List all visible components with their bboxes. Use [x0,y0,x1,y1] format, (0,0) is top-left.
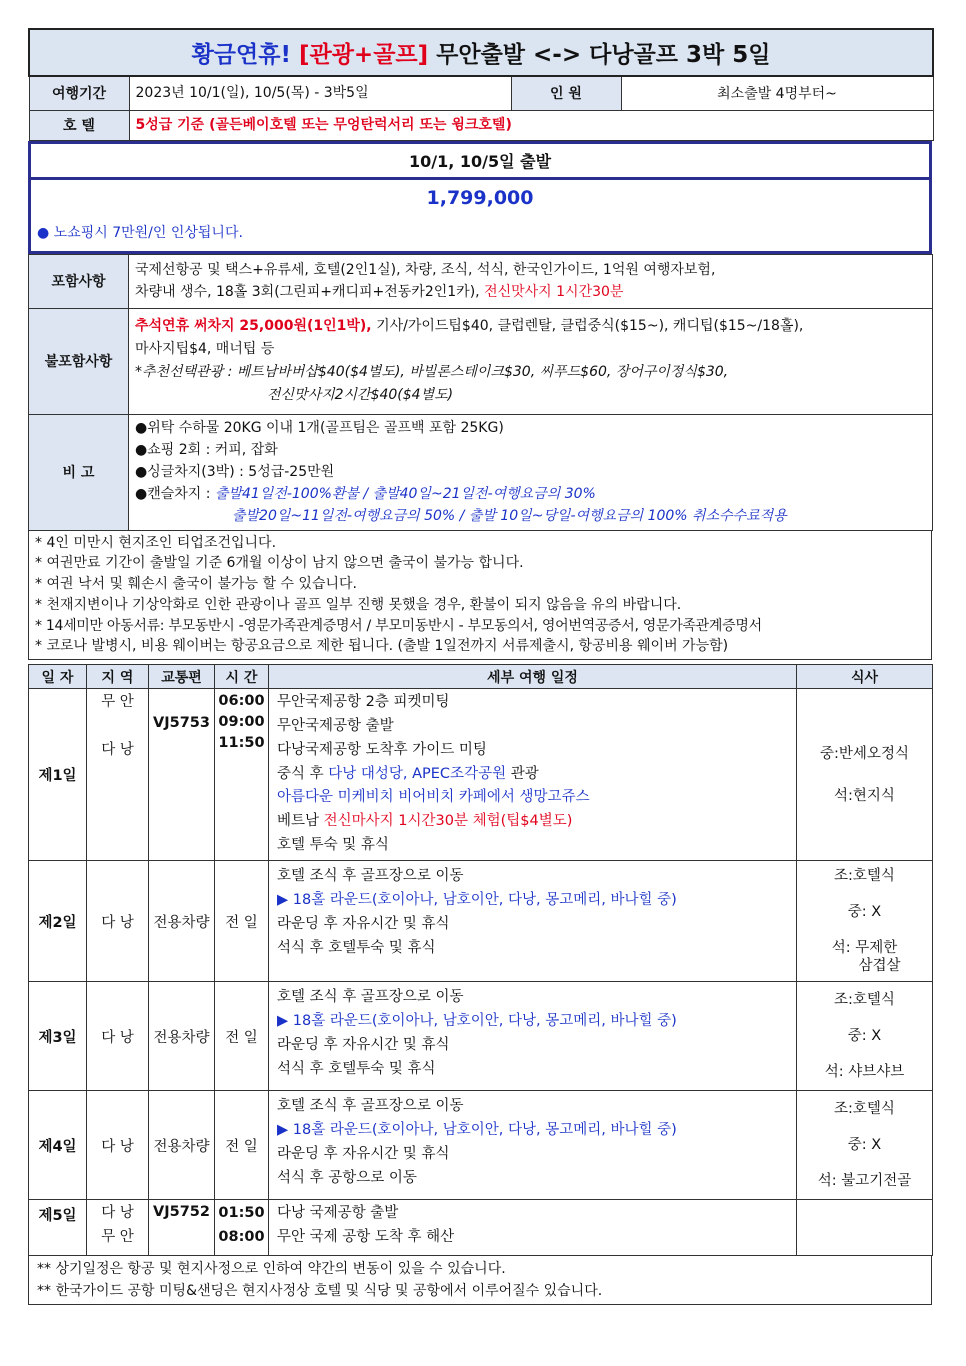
time: 01:50 [218,1205,265,1222]
detail-line: 다낭 국제공항 출발 [277,1205,399,1222]
detail-line: 무안국제공항 2층 피켓미팅 [277,694,450,711]
included-massage: 전신맛사지 1시간30분 [484,284,624,300]
remark-cancel-label: ●캔슬차지 : [135,486,215,502]
departure-box [28,141,932,254]
departure-date: 10/1, 10/5일 출발 [30,142,931,178]
transport: 전용차량 [149,861,215,982]
time: 전 일 [215,982,269,1091]
meal: 조:호텔식 [834,868,895,885]
departure-price: 1,799,000 [30,178,931,216]
col-day: 일 자 [29,665,87,689]
region: 다 낭 [87,982,149,1091]
remarks-label: 비 고 [29,414,129,530]
footer-note: ** 한국가이드 공항 미팅&샌딩은 현지사정상 호텔 및 식당 및 공항에서 이루어질수 있습니다. [37,1283,603,1300]
note-item: * 14세미만 아동서류: 부모동반시 -영문가족관계증명서 / 부모미동반시 - 부모동의서, 영어번역공증서, 영문가족관계증명서 [35,617,762,634]
optional-tours-cont: 전신맛사지2시간$40($4별도) [267,387,454,403]
region: 다 낭 [87,861,149,982]
flight-number: VJ5752 [149,1200,215,1256]
detail-line: 다낭국제공항 도착후 가이드 미팅 [277,741,487,758]
note-item: * 4인 미만시 현지조인 티업조건입니다. [35,534,277,551]
footer-note: ** 상기일정은 항공 및 현지사정으로 인하여 약간의 변동이 있을 수 있습니다. [37,1261,506,1278]
meal: 삼겹살 [858,958,901,975]
footer-notes [28,1256,932,1305]
detail-line: 라운딩 후 자유시간 및 휴식 [277,1145,450,1162]
period-label: 여행기간 [29,76,129,110]
day-label: 제1일 [29,689,87,861]
meal: 중:반세오정식 [820,745,909,762]
flight-number: VJ5753 [149,689,215,861]
region: 무 안 [101,1229,134,1246]
col-meal: 식사 [797,665,933,689]
time: 06:00 [218,693,265,710]
meal: 조:호텔식 [834,1101,895,1118]
remark-cancel-1: 출발41일전-100%환불 / 출발40일~21일전-여행요금의 30% [214,486,596,502]
transport: 전용차량 [149,982,215,1091]
meal: 중: X [847,904,882,921]
detail-line: 라운딩 후 자유시간 및 휴식 [277,915,450,932]
meal: 중: X [847,1028,882,1045]
day-label: 제2일 [29,861,87,982]
time: 전 일 [215,1091,269,1200]
day-label: 제4일 [29,1091,87,1200]
detail-line: 호텔 투숙 및 휴식 [277,837,389,854]
detail-highlight: 18홀 라운드(호이아나, 남호이안, 다낭, 몽고메리, 바나힐 중) [292,1013,677,1030]
title-part1: 황금연휴! [191,42,299,68]
detail-highlight: 18홀 라운드(호이아나, 남호이안, 다낭, 몽고메리, 바나힐 중) [292,1122,677,1139]
flag-icon: ▶ [277,1122,289,1139]
region: 무 안 [101,694,134,711]
title-part2: [관광+골프] [298,42,429,68]
remark-baggage: ●위탁 수하물 20KG 이내 1개(골프팀은 골프백 포함 25KG) [135,420,504,436]
remark-shopping: ●쇼핑 2회 : 커피, 잡화 [135,442,278,458]
note-item: * 여권 낙서 및 훼손시 출국이 불가능 할 수 있습니다. [35,576,357,593]
region: 다 낭 [101,1205,134,1222]
hotel-label: 호 텔 [29,110,129,140]
detail-text: 관광 [506,765,539,782]
included-label: 포함사항 [29,254,129,308]
time: 11:50 [218,735,265,752]
table-row [29,689,933,861]
region: 다 낭 [87,1091,149,1200]
itinerary-page [28,28,932,1305]
detail-line: 석식 후 공항으로 이동 [277,1169,417,1186]
detail-line: 아름다운 미케비치 비어비치 카페에서 생망고쥬스 [277,789,590,806]
excluded-surcharge: 추석연휴 써차지 25,000원(1인1박), [135,318,372,334]
detail-highlight: 전신마사지 1시간30분 체험(팁$4별도) [323,813,573,830]
note-item: * 코로나 발병시, 비용 웨이버는 항공요금으로 제한 됩니다. (출발 1일전까지 서류제출시, 항공비용 웨이버 가능함) [35,638,729,655]
detail-line: 호텔 조식 후 골프장으로 이동 [277,1098,464,1115]
included-line1: 국제선항공 및 택스+유류세, 호텔(2인1실), 차량, 조식, 석식, 한국인가이드, 1억원 여행자보험, [135,262,716,278]
detail-line: 호텔 조식 후 골프장으로 이동 [277,989,464,1006]
meal: 석:현지식 [834,787,895,804]
time: 전 일 [215,861,269,982]
detail-line: 무안국제공항 출발 [277,718,394,735]
table-row [29,1091,933,1200]
period-value: 2023년 10/1(일), 10/5(목) - 3박5일 [129,76,511,110]
meal: 석: 샤브샤브 [824,1064,905,1081]
time: 08:00 [218,1229,265,1246]
detail-line: 호텔 조식 후 골프장으로 이동 [277,868,464,885]
optional-tours: *추천선택관광 : 베트남바버샵$40($4별도), 바빌론스테이크$30, 씨푸드$60, 장어구이정식$30, [135,364,729,380]
bullet-icon: ● [37,225,50,242]
flag-icon: ▶ [277,892,289,909]
col-time: 시 간 [215,665,269,689]
note-item: * 여권만료 기간이 출발일 기준 6개월 이상이 남지 않으면 출국이 불가능 합니다. [35,555,524,572]
excluded-line1: 기사/가이드팁$40, 클럽렌탈, 클럽중식($15~), 캐디팁($15~/18홀), [371,318,804,334]
excluded-label: 불포함사항 [29,308,129,414]
meal: 석: 불고기전골 [817,1173,912,1190]
detail-highlight: 18홀 라운드(호이아나, 남호이안, 다낭, 몽고메리, 바나힐 중) [292,892,677,909]
terms-table [28,254,933,531]
col-region: 지 역 [87,665,149,689]
col-transport: 교통편 [149,665,215,689]
title-part3: 무안출발 <-> 다낭골프 3박 5일 [428,42,771,68]
detail-line: 석식 후 호텔투숙 및 휴식 [277,939,436,956]
detail-line: 무안 국제 공항 도착 후 해산 [277,1229,455,1246]
detail-text: 베트남 [277,813,324,830]
col-detail: 세부 여행 일정 [269,665,797,689]
noshopping-note: 노쇼핑시 7만원/인 인상됩니다. [53,225,243,242]
day-label: 제3일 [29,982,87,1091]
included-line2: 차량내 생수, 18홀 3회(그린피+캐디피+전동카2인1카), [135,284,485,300]
detail-highlight: 다낭 대성당, APEC조각공원 [328,765,507,782]
people-value: 최소출발 4명부터~ [621,76,933,110]
people-label: 인 원 [511,76,621,110]
detail-line: 석식 후 호텔투숙 및 휴식 [277,1060,436,1077]
time: 09:00 [218,714,265,731]
notes-block [28,531,932,661]
table-row [29,861,933,982]
note-item: * 천재지변이나 기상악화로 인한 관광이나 골프 일부 진행 못했을 경우, 환불이 되지 않음을 유의 바랍니다. [35,596,682,613]
table-row [29,1200,933,1256]
remark-cancel-2: 출발20일~11일전-여행요금의 50% / 출발 10일~당일-여행요금의 100% 취소수수료적용 [232,508,787,524]
detail-text: 중식 후 [277,765,329,782]
day-label: 제5일 [29,1200,87,1256]
hotel-value: 5성급 기준 (골든베이호텔 또는 무엉탄럭서리 또는 윙크호텔) [129,110,933,140]
meal: 중: X [847,1137,882,1154]
flag-icon: ▶ [277,1013,289,1030]
excluded-line2: 마사지팁$4, 매너팁 등 [135,341,275,357]
schedule-table [28,664,933,1256]
region: 다 낭 [101,742,134,759]
page-title [29,29,933,76]
header-table [28,28,934,141]
remark-single: ●싱글차지(3박) : 5성급-25만원 [135,464,335,480]
detail-line: 라운딩 후 자유시간 및 휴식 [277,1036,450,1053]
table-row [29,982,933,1091]
meal: 조:호텔식 [834,992,895,1009]
transport: 전용차량 [149,1091,215,1200]
meal: 석: 무제한 [831,940,898,957]
